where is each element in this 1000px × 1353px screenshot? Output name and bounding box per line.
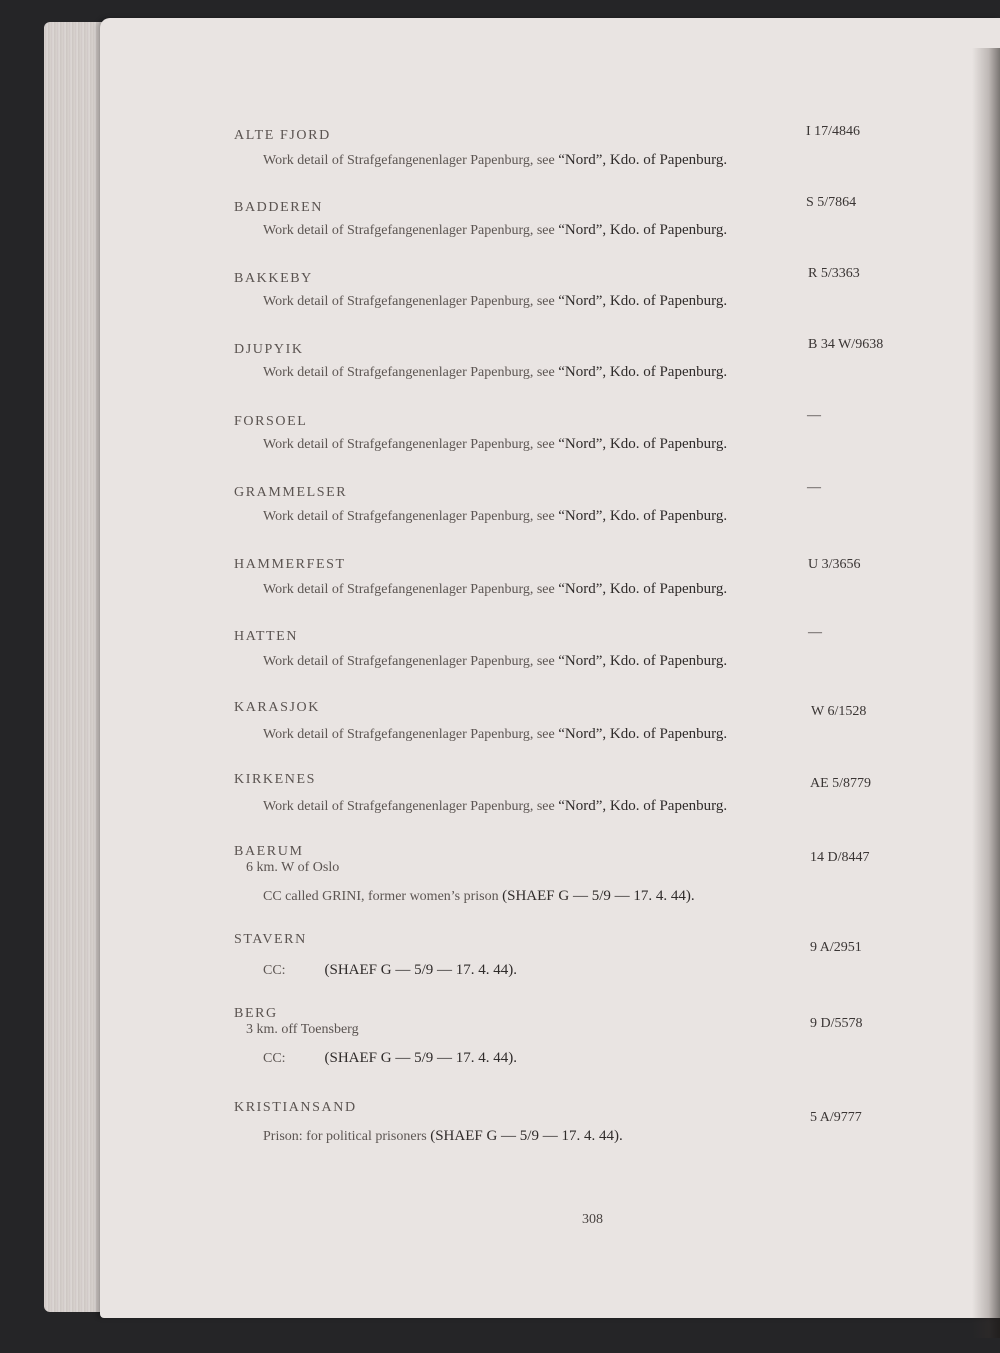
reference-code: U 3/3656 (808, 557, 861, 572)
reference-code: S 5/7864 (806, 195, 857, 210)
place-name: GRAMMELSER (234, 485, 348, 500)
reference-code: — (807, 408, 821, 423)
reference-code: 14 D/8447 (810, 850, 870, 865)
entry-description: CC: (SHAEF G — 5/9 — 17. 4. 44). (263, 962, 518, 978)
place-name: BAERUM (234, 844, 304, 859)
entry-description: Work detail of Strafgefangenenlager Papenburg, see “Nord”, Kdo. of Papenburg. (263, 152, 728, 168)
book-page (100, 18, 1000, 1318)
place-name: STAVERN (234, 932, 307, 947)
reference-code: R 5/3363 (808, 266, 860, 281)
entry-description: Work detail of Strafgefangenenlager Papenburg, see “Nord”, Kdo. of Papenburg. (263, 293, 728, 309)
place-name: BAKKEBY (234, 271, 313, 286)
entry-description: CC called GRINI, former women’s prison (SHAEF G — 5/9 — 17. 4. 44). (263, 888, 695, 904)
reference-code: — (808, 625, 822, 640)
entry-description: Work detail of Strafgefangenenlager Papenburg, see “Nord”, Kdo. of Papenburg. (263, 653, 728, 669)
entry-description: Work detail of Strafgefangenenlager Papenburg, see “Nord”, Kdo. of Papenburg. (263, 364, 728, 380)
entry-description: Work detail of Strafgefangenenlager Papenburg, see “Nord”, Kdo. of Papenburg. (263, 798, 728, 814)
location-note: 3 km. off Toensberg (246, 1022, 359, 1037)
place-name: HATTEN (234, 629, 299, 644)
place-name: HAMMERFEST (234, 557, 346, 572)
entry-description: CC: (SHAEF G — 5/9 — 17. 4. 44). (263, 1050, 518, 1066)
place-name: BERG (234, 1006, 278, 1021)
place-name: DJUPYIK (234, 342, 304, 357)
reference-code: 9 A/2951 (810, 940, 862, 955)
entry-description: Work detail of Strafgefangenenlager Papenburg, see “Nord”, Kdo. of Papenburg. (263, 508, 728, 524)
page-number: 308 (582, 1212, 603, 1227)
reference-code: — (807, 480, 821, 495)
entry-description: Work detail of Strafgefangenenlager Papenburg, see “Nord”, Kdo. of Papenburg. (263, 581, 728, 597)
place-name: KRISTIANSAND (234, 1100, 357, 1115)
place-name: KARASJOK (234, 700, 320, 715)
reference-code: W 6/1528 (811, 704, 867, 719)
reference-code: B 34 W/9638 (808, 337, 884, 352)
place-name: KIRKENES (234, 772, 317, 787)
entry-description: Prison: for political prisoners (SHAEF G — 5/9 — 17. 4. 44). (263, 1128, 623, 1144)
book-spine-shadow (972, 48, 1000, 1338)
place-name: FORSOEL (234, 414, 308, 429)
reference-code: 5 A/9777 (810, 1110, 862, 1125)
entry-description: Work detail of Strafgefangenenlager Papenburg, see “Nord”, Kdo. of Papenburg. (263, 726, 728, 742)
reference-code: I 17/4846 (806, 124, 861, 139)
place-name: BADDEREN (234, 200, 324, 215)
place-name: ALTE FJORD (234, 128, 331, 143)
reference-code: 9 D/5578 (810, 1016, 863, 1031)
reference-code: AE 5/8779 (810, 776, 872, 791)
location-note: 6 km. W of Oslo (246, 860, 340, 875)
entry-description: Work detail of Strafgefangenenlager Papenburg, see “Nord”, Kdo. of Papenburg. (263, 222, 728, 238)
entry-description: Work detail of Strafgefangenenlager Papenburg, see “Nord”, Kdo. of Papenburg. (263, 436, 728, 452)
